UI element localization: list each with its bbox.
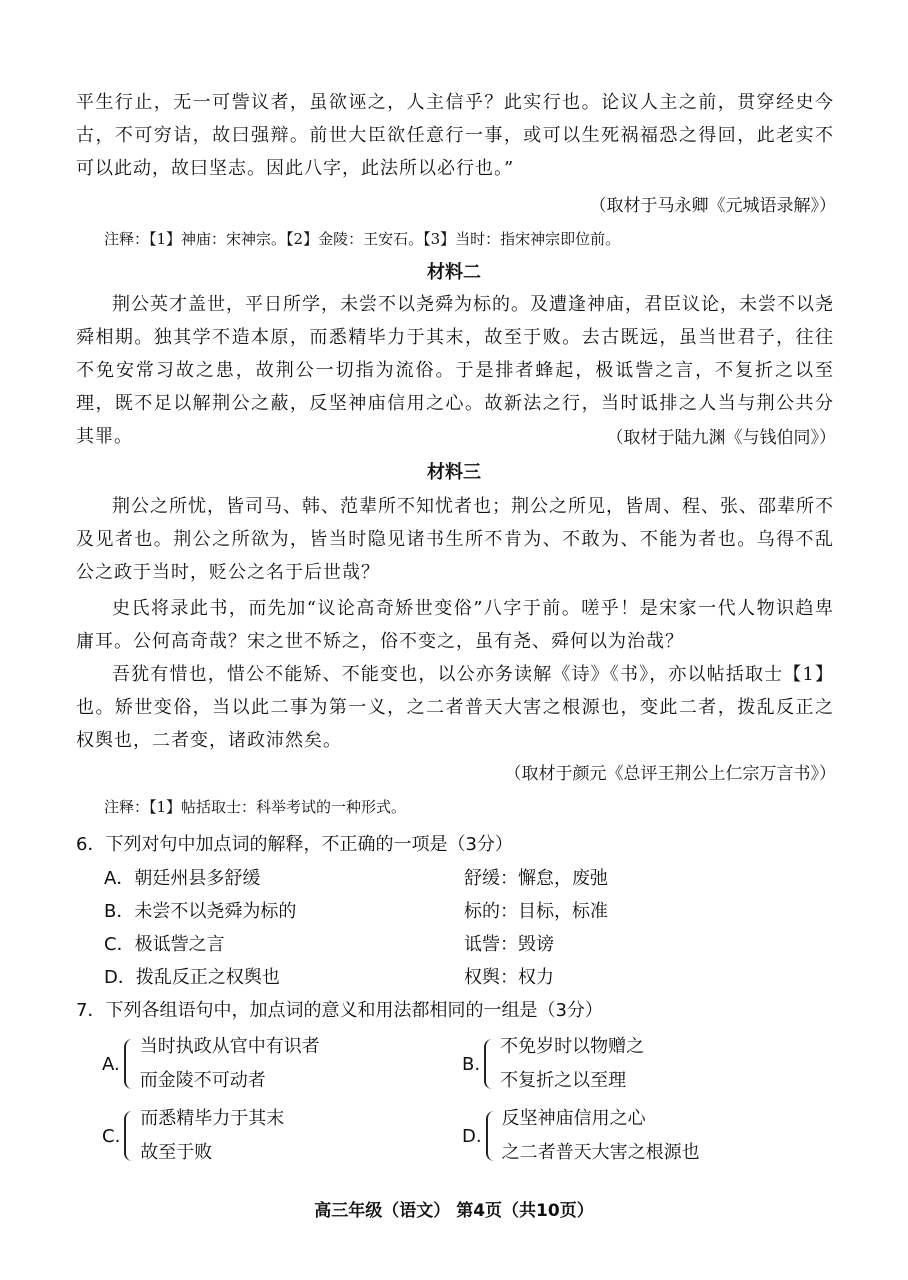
material1-tail: 平生行止，无一可訾议者，虽欲诬之，人主信乎？此实行也。论议人主之前，贯穿经史今古，不可穷诘，故曰强辩。前世大臣欲任意行一事，或可以生死祸福恐之得回，此老实不可以此动，故曰坚志。因此八字，此法所以必行也。” (76, 92, 834, 179)
q7-option-d (462, 1102, 700, 1170)
brace-icon (124, 1111, 134, 1161)
q7-option-b-line1: 不免岁时以物赠之 (500, 1036, 645, 1057)
material3-source: （取材于颜元《总评王荆公上仁宗万言书》） (504, 764, 836, 784)
brace-icon (486, 1111, 496, 1161)
q6-option-c: C．极诋訾之言 (104, 934, 225, 955)
question-7-stem: 7．下列各组语句中，加点词的意义和用法都相同的一组是（3分） (76, 1000, 603, 1021)
q6-option-b-gloss: 标的：目标，标准 (464, 901, 608, 922)
q6-option-c-gloss: 诋訾：毁谤 (464, 934, 554, 955)
q7-option-d-line2: 之二者普天大害之根源也 (501, 1142, 700, 1163)
material2-source: （取材于陆九渊《与钱伯同》） (606, 428, 836, 448)
material3-paragraph-3: 吾犹有惜也，惜公不能矫、不能变也，以公亦务读解《诗》《书》，亦以帖括取士【1】也。矫世变俗，当以此二事为第一义，之二者普天大害之根源也，变此二者，拨乱反正之权舆也，二者变，诸政沛然矣。 (76, 664, 834, 751)
q7-option-c (102, 1102, 284, 1170)
material1-source: （取材于马永卿《元城语录解》） (589, 196, 836, 216)
material2-text: 荆公英才盖世，平日所学，未尝不以尧舜为标的。及遭逢神庙，君臣议论，未尝不以尧舜相期。独其学不造本原，而悉精毕力于其末，故至于败。去古既远，虽当世君子，往往不免安常习故之患，故荆公一切指为流俗。于是排者蜂起，极诋訾之言，不复折之以至理，既不足以解荆公之蔽，反坚神庙信用之心。故新法之行，当时诋排之人当与荆公共分其罪。 (76, 294, 834, 447)
q7-option-a-line1: 当时执政从官中有识者 (139, 1036, 320, 1057)
page-footer: 高三年级（语文） 第4页（共10页） (314, 1201, 594, 1221)
q6-option-b: B．未尝不以尧舜为标的 (104, 901, 297, 922)
q7-option-d-letter: D. (462, 1125, 482, 1147)
material1-note: 注释：【1】神庙：宋神宗。【2】金陵：王安石。【3】当时：指宋神宗即位前。 (104, 230, 621, 248)
q7-option-b-letter: B. (462, 1053, 481, 1075)
q6-option-d: D．拨乱反正之权舆也 (104, 967, 280, 988)
material3-paragraph-2: 史氏将录此书，而先加“议论高奇矫世变俗”八字于前。嗟乎！是宋家一代人物识趋卑庸耳。公何高奇哉？宋之世不矫之，俗不变之，虽有尧、舜何以为治哉？ (76, 598, 834, 652)
q7-option-b-line2: 不复折之以至理 (500, 1070, 627, 1091)
material2-heading: 材料二 (427, 262, 481, 283)
q7-option-b (462, 1030, 644, 1098)
question-6-stem: 6．下列对句中加点词的解释，不正确的一项是（3分） (76, 834, 513, 855)
q7-option-c-line1: 而悉精毕力于其末 (140, 1108, 285, 1129)
q7-option-a-letter: A. (102, 1053, 120, 1075)
q6-option-a: A．朝廷州县多舒缓 (104, 868, 261, 889)
q7-option-a-line2: 而金陵不可动者 (139, 1070, 266, 1091)
q7-option-d-line1: 反坚神庙信用之心 (501, 1108, 646, 1129)
brace-icon (484, 1039, 494, 1089)
material3-note: 注释：【1】帖括取士：科举考试的一种形式。 (104, 798, 407, 816)
material3-heading: 材料三 (427, 462, 481, 483)
material3-paragraph-1: 荆公之所忧，皆司马、韩、范辈所不知忧者也；荆公之所见，皆周、程、张、邵辈所不及见者也。荆公之所欲为，皆当时隐见诸书生所不肯为、不敢为、不能为者也。乌得不乱公之政于当时，贬公之名于后世哉？ (76, 496, 834, 583)
q6-option-d-gloss: 权舆：权力 (464, 967, 554, 988)
q6-option-a-gloss: 舒缓：懈怠，废弛 (464, 868, 608, 889)
q7-option-c-line2: 故至于败 (140, 1142, 213, 1163)
brace-icon (124, 1039, 134, 1089)
q7-option-a (102, 1030, 320, 1098)
q7-option-c-letter: C. (102, 1125, 121, 1147)
